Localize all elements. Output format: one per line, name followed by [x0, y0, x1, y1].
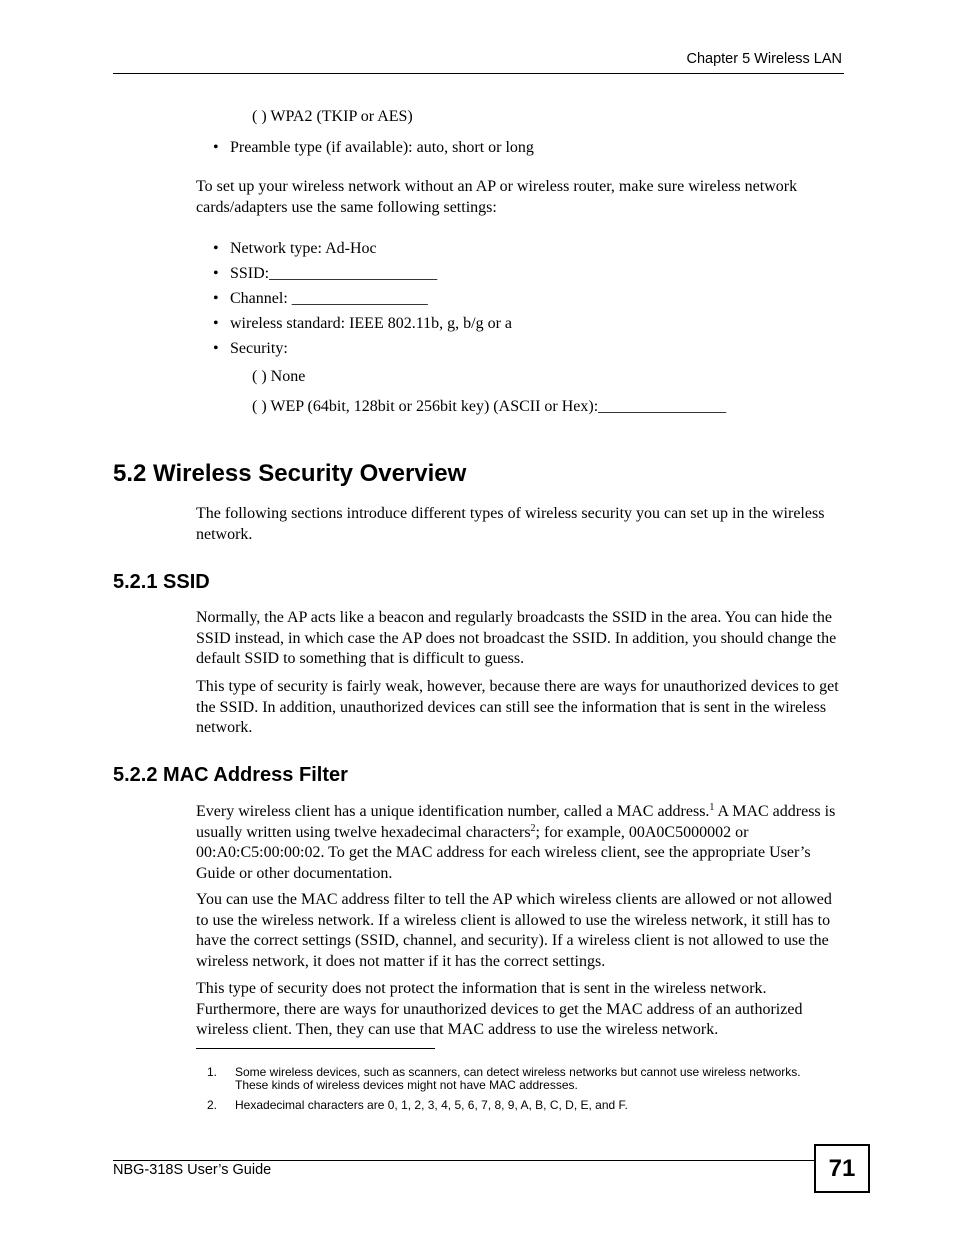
- bullet-ssid: [213, 264, 437, 284]
- section-5-2-intro: The following sections introduce different types of wireless security you can set up in the wireless network.: [196, 505, 825, 543]
- footnote-separator: [196, 1048, 435, 1049]
- bullet-network-type: [213, 239, 377, 259]
- bullet-dot: •: [213, 240, 219, 257]
- mac-paragraph-1: [196, 802, 844, 884]
- ssid-paragraph-2: This type of security is fairly weak, however, because there are ways for unauthorized devices to get the SSID. In addition, unauthorized devices can still see the information that is sent in the wireless network.: [196, 678, 839, 736]
- bullet-text: SSID:_____________________: [230, 265, 438, 282]
- footnote-number: 1.: [207, 1065, 218, 1079]
- page-number: 71: [814, 1144, 870, 1193]
- mac-paragraph-1-text-a: Every wireless client has a unique identification number, called a MAC address.: [196, 803, 710, 820]
- footnote-2: [207, 1099, 835, 1112]
- bullet-text: Preamble type (if available): auto, short or long: [230, 139, 534, 156]
- running-header: Chapter 5 Wireless LAN: [686, 51, 842, 67]
- bullet-dot: •: [213, 315, 219, 332]
- bullet-dot: •: [213, 139, 219, 156]
- adhoc-intro-paragraph: To set up your wireless network without an AP or wireless router, make sure wireless network cards/adapters use the same following settings:: [196, 178, 798, 216]
- bullet-dot: •: [213, 290, 219, 307]
- section-heading-5-2-2: 5.2.2 MAC Address Filter: [113, 764, 348, 786]
- bullet-dot: •: [213, 340, 219, 357]
- footer-guide-title: NBG-318S User’s Guide: [113, 1162, 272, 1178]
- bullet-text: Network type: Ad-Hoc: [230, 240, 377, 257]
- wpa2-option: ( ) WPA2 (TKIP or AES): [252, 108, 413, 125]
- mac-paragraph-2: You can use the MAC address filter to tell the AP which wireless clients are allowed or not allowed to use the wireless network. If a wireless client is allowed to use the wireless network, it still has to have the correct settings (SSID, channel, and security). If a wireless client is not allowed to use the wireless network, it does not matter if it has the correct settings.: [196, 891, 832, 970]
- bullet-channel: [213, 289, 428, 309]
- bullet-dot: •: [213, 265, 219, 282]
- section-heading-5-2-1: 5.2.1 SSID: [113, 571, 210, 593]
- bullet-wireless-standard: [213, 314, 512, 334]
- bullet-security: [213, 339, 288, 359]
- bullet-preamble: [213, 138, 534, 158]
- footnote-text: Hexadecimal characters are 0, 1, 2, 3, 4, 5, 6, 7, 8, 9, A, B, C, D, E, and F.: [235, 1098, 628, 1112]
- footnote-1: [207, 1066, 835, 1092]
- security-option-none: ( ) None: [252, 368, 306, 385]
- footnote-text: Some wireless devices, such as scanners, can detect wireless networks but cannot use wireless networks. These kinds of wireless devices might not have MAC addresses.: [235, 1065, 801, 1092]
- footer-rule: [113, 1160, 815, 1161]
- bullet-text: wireless standard: IEEE 802.11b, g, b/g or a: [230, 315, 513, 332]
- section-heading-5-2: 5.2 Wireless Security Overview: [113, 460, 467, 487]
- security-option-wep: ( ) WEP (64bit, 128bit or 256bit key) (ASCII or Hex):________________: [252, 398, 727, 415]
- footnote-number: 2.: [207, 1098, 218, 1112]
- footnote-ref-2: 2: [530, 822, 536, 834]
- bullet-text: Channel: _________________: [230, 290, 428, 307]
- mac-paragraph-1-text-b: A MAC address is usually written using twelve hexadecimal characters: [196, 803, 836, 841]
- mac-paragraph-3: This type of security does not protect the information that is sent in the wireless network. Furthermore, there are ways for unauthorized devices to get the MAC address of an authorized wireless client. Then, they can use that MAC address to use the wireless network.: [196, 980, 803, 1038]
- mac-paragraph-1-text-c: ; for example, 00A0C5000002 or 00:A0:C5:00:00:02. To get the MAC address for each wireless client, see the appropriate User’s Guide or other documentation.: [196, 823, 811, 882]
- header-rule: [113, 73, 844, 74]
- ssid-paragraph-1: Normally, the AP acts like a beacon and regularly broadcasts the SSID in the area. You can hide the SSID instead, in which case the AP does not broadcast the SSID. In addition, you should change the default SSID to something that is difficult to guess.: [196, 609, 837, 667]
- bullet-text: Security:: [230, 340, 288, 357]
- footnote-ref-1: 1: [709, 802, 715, 813]
